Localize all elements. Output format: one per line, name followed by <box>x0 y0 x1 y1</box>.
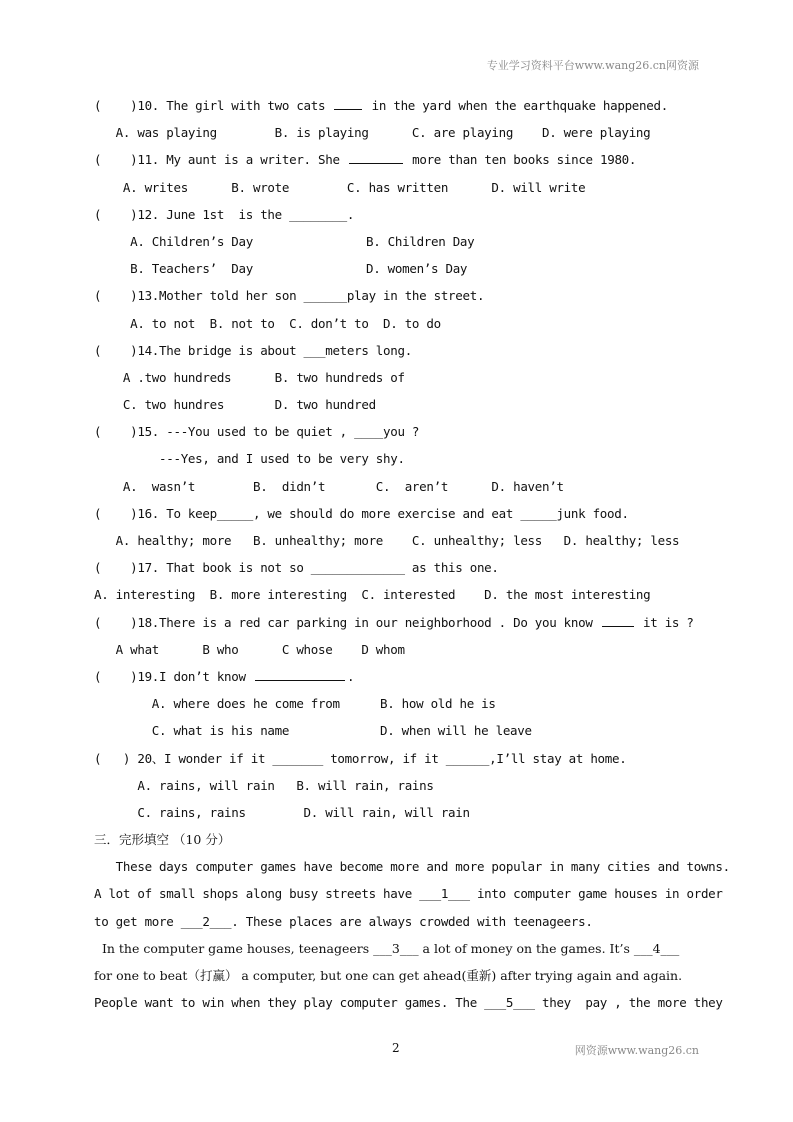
question-17-options: A. interesting B. more interesting C. interested D. the most interesting <box>94 587 651 603</box>
question-10-stem: ( )10. The girl with two cats <box>94 98 333 113</box>
question-18-options: A what B who C whose D whom <box>94 641 405 657</box>
question-16-options: A. healthy; more B. unhealthy; more C. unhealthy; less D. healthy; less <box>94 533 680 548</box>
question-18 <box>94 609 704 636</box>
answer-blank <box>255 668 345 681</box>
question-20-options-2: C. rains, rains D. will rain, will rain <box>94 804 470 820</box>
question-15: ( )15. ---You used to be quiet , ____you ? <box>94 424 420 440</box>
question-list <box>94 92 730 1016</box>
cloze-paragraph-1-line-2: A lot of small shops along busy streets have ___1___ into computer game houses in order <box>94 886 723 902</box>
cloze-paragraph-2-line-2: for one to beat（打赢） a computer, but one can get ahead(重新) after trying again and again. <box>94 968 683 983</box>
question-20-options-1: A. rains, will rain B. will rain, rains <box>94 777 434 793</box>
question-10-stem-end: in the yard when the earthquake happened. <box>364 98 668 113</box>
question-14-options-ab: A .two hundreds B. two hundreds of <box>94 369 405 385</box>
question-18-stem-end: it is ? <box>635 614 694 630</box>
option-d: D. women’s Day <box>366 261 468 277</box>
question-19-options-ab <box>94 690 704 717</box>
option-a: A. Children’s Day <box>94 233 253 249</box>
answer-blank <box>349 151 403 164</box>
question-18-stem: ( )18.There is a red car parking in our neighborhood . Do you know <box>94 614 600 630</box>
question-15-reply: ---Yes, and I used to be very shy. <box>94 451 405 467</box>
question-13: ( )13.Mother told her son ______play in the street. <box>94 288 485 304</box>
option-c: B. Teachers’ Day <box>94 261 253 277</box>
question-20: ( ) 20、I wonder if it _______ tomorrow, if it ______,I’ll stay at home. <box>94 750 627 766</box>
question-15-options: A. wasn’t B. didn’t C. aren’t D. haven’t <box>94 478 564 494</box>
question-17: ( )17. That book is not so _____________ as this one. <box>94 560 499 576</box>
header-source: 专业学习资料平台www.wang26.cn网资源 <box>486 59 699 72</box>
cloze-paragraph-2-line-3: People want to win when they play computer games. The ___5___ they pay , the more they <box>94 995 723 1011</box>
page-number: 2 <box>392 1041 400 1055</box>
option-b: B. Children Day <box>366 233 475 249</box>
answer-blank <box>602 614 634 627</box>
question-12-options-ab <box>94 228 704 255</box>
cloze-paragraph-2-line-1: In the computer game houses, teenageers ___3___ a lot of money on the games. It’s ___4___ <box>94 940 680 956</box>
question-11 <box>94 146 704 173</box>
question-16: ( )16. To keep_____, we should do more exercise and eat _____junk food. <box>94 505 629 521</box>
footer-source: 网资源www.wang26.cn <box>574 1044 699 1057</box>
answer-blank <box>334 97 362 110</box>
question-19-options-cd <box>94 717 704 744</box>
question-12-options-cd <box>94 255 704 282</box>
question-10-options: A. was playing B. is playing C. are playing D. were playing <box>94 125 651 141</box>
question-13-options: A. to not B. not to C. don’t to D. to do <box>94 315 441 331</box>
question-11-stem: ( )11. My aunt is a writer. She <box>94 152 347 168</box>
question-19-stem-end: . <box>346 668 355 684</box>
option-b: B. how old he is <box>380 696 496 712</box>
question-11-stem-end: more than ten books since 1980. <box>404 152 637 168</box>
option-c: C. what is his name <box>94 723 290 739</box>
question-12: ( )12. June 1st is the ________. <box>94 206 355 222</box>
option-d: D. when will he leave <box>380 723 532 739</box>
question-14-options-cd: C. two hundres D. two hundred <box>94 397 376 413</box>
cloze-paragraph-1-line-3: to get more ___2___. These places are always crowded with teenageers. <box>94 913 593 929</box>
question-10 <box>94 92 704 119</box>
question-19 <box>94 663 704 690</box>
question-14: ( )14.The bridge is about ___meters long. <box>94 342 412 358</box>
option-a: A. where does he come from <box>94 696 340 712</box>
cloze-paragraph-1-line-1: These days computer games have become more and more popular in many cities and towns. <box>94 859 730 875</box>
question-11-options: A. writes B. wrote C. has written D. will write <box>94 179 586 195</box>
question-19-stem: ( )19.I don’t know <box>94 668 253 684</box>
section-3-title: 三．完形填空 （10 分） <box>94 832 231 848</box>
